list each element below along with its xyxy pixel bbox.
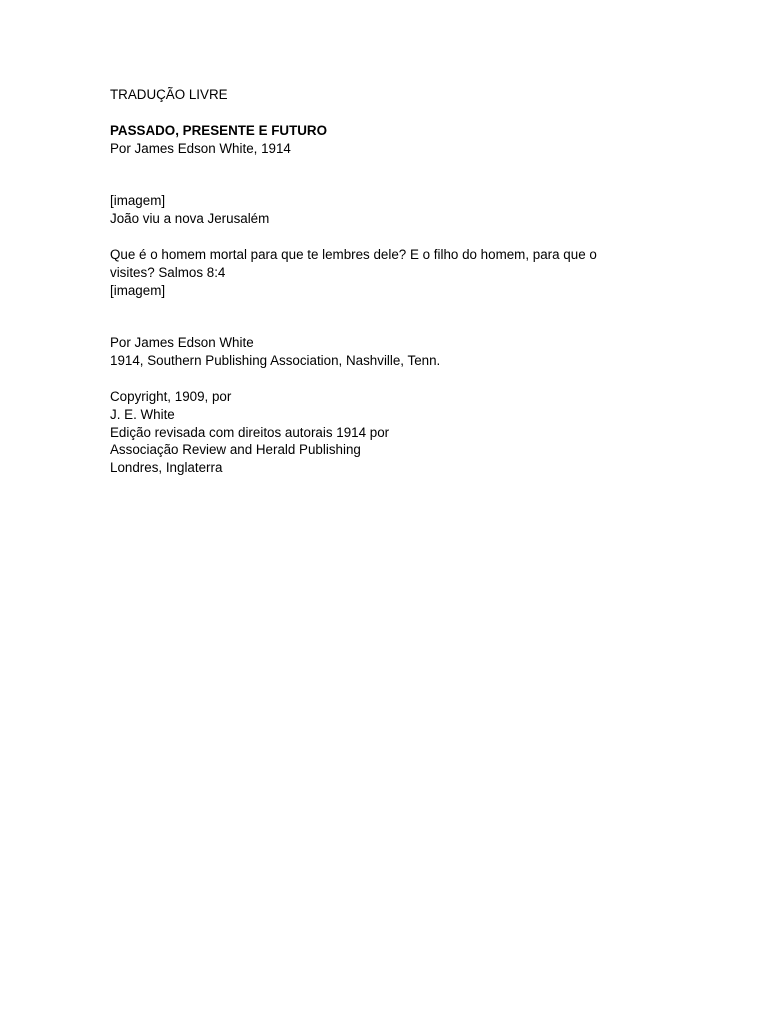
epigraph-line: visites? Salmos 8:4 (110, 264, 226, 280)
image-placeholder: [imagem] (110, 193, 166, 209)
publisher-line: 1914, Southern Publishing Association, Nashville, Tenn. (110, 353, 441, 369)
document-title: PASSADO, PRESENTE E FUTURO (110, 122, 328, 138)
spacer (110, 370, 658, 388)
copyright-block (110, 388, 658, 477)
spacer (110, 157, 658, 192)
epigraph (110, 246, 658, 282)
copyright-line: Edição revisada com direitos autorais 1914 por (110, 424, 390, 440)
copyright-line: J. E. White (110, 406, 175, 422)
image-caption: João viu a nova Jerusalém (110, 211, 270, 227)
document-page (110, 86, 658, 477)
copyright-line: Associação Review and Herald Publishing (110, 442, 361, 458)
copyright-line: Londres, Inglaterra (110, 460, 223, 476)
spacer (110, 228, 658, 246)
spacer (110, 299, 658, 334)
author-line: Por James Edson White (110, 335, 254, 351)
epigraph-line: Que é o homem mortal para que te lembres dele? E o filho do homem, para que o (110, 246, 597, 262)
copyright-line: Copyright, 1909, por (110, 388, 232, 404)
spacer (110, 104, 658, 122)
image-placeholder: [imagem] (110, 282, 166, 298)
header-label: TRADUÇÃO LIVRE (110, 87, 228, 102)
byline: Por James Edson White, 1914 (110, 140, 291, 156)
